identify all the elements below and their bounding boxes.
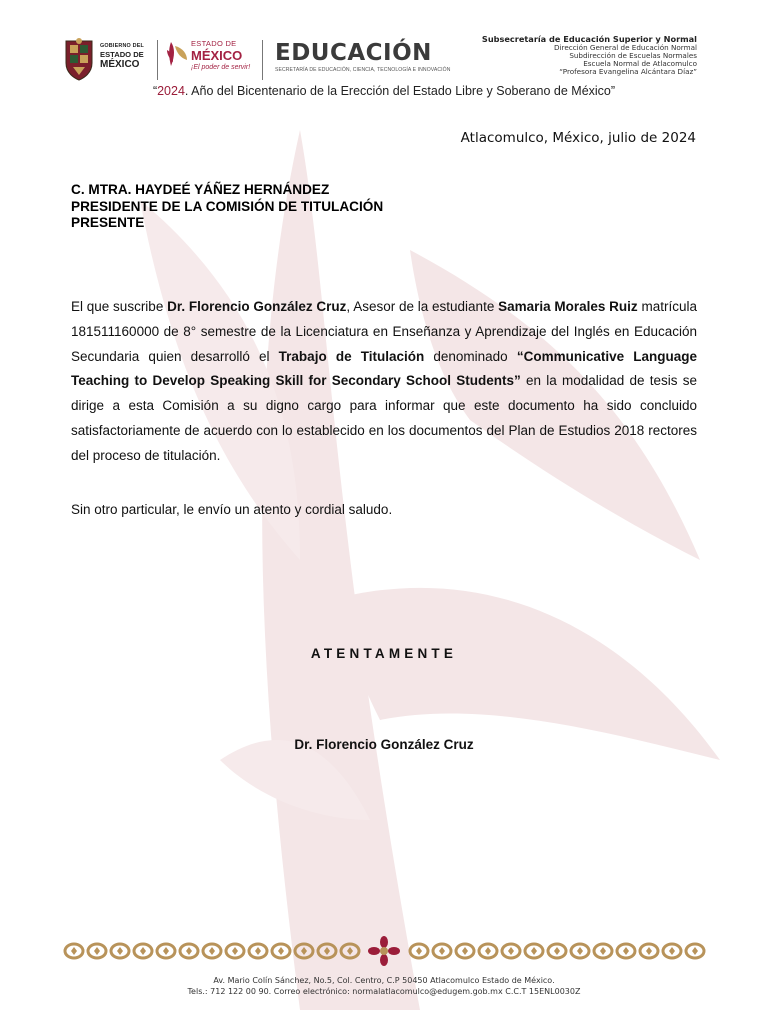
- ornament-motif: [203, 944, 221, 958]
- ornament-motif: [295, 944, 313, 958]
- motto-year: 2024: [157, 84, 185, 98]
- body-segment: matrícula 181511160000 de 8° semestre de la Licenciatura en Enseñanza y Aprendizaje del Inglés en Educación Secundaria quien desarrolló el: [71, 299, 697, 364]
- student-name: Samaria Morales Ruiz: [498, 299, 638, 314]
- logo-divider: [262, 40, 263, 80]
- logo-divider: [157, 40, 158, 80]
- ornament-motif: [88, 944, 106, 958]
- ornament-motif: [249, 944, 267, 958]
- addressee-presente: PRESENTE: [71, 215, 145, 230]
- ornament-motif: [525, 944, 543, 958]
- ornament-motif: [65, 944, 83, 958]
- ornament-center-flower: [368, 936, 400, 966]
- addressee-block: [71, 182, 383, 232]
- body-segment: en la modalidad de tesis se dirige a esta Comisión a su digno cargo para informar que este documento ha sido concluido satisfactoriamente de acuerdo con lo establecido en los documentos del Plan de Estudios 2018 rectores del proceso de titulación.: [71, 373, 697, 463]
- ornament-motif: [226, 944, 244, 958]
- ornament-motif: [502, 944, 520, 958]
- estado-logo-line1: ESTADO DE: [191, 39, 237, 48]
- ornament-motif: [410, 944, 428, 958]
- ornament-motif: [272, 944, 290, 958]
- advisor-name: Dr. Florencio González Cruz: [167, 299, 347, 314]
- year-motto: [0, 84, 768, 98]
- closing-line: Sin otro particular, le envío un atento y cordial saludo.: [71, 502, 393, 517]
- ornament-motif: [456, 944, 474, 958]
- ornament-motif: [433, 944, 451, 958]
- footer-address-line: Av. Mario Colín Sánchez, No.5, Col. Centro, C.P 50450 Atlacomulco Estado de México.: [213, 976, 555, 985]
- ornament-motif: [663, 944, 681, 958]
- ornament-motif: [594, 944, 612, 958]
- addressee-name: C. MTRA. HAYDEÉ YÁÑEZ HERNÁNDEZ: [71, 182, 330, 197]
- educacion-logo: [275, 40, 495, 80]
- educacion-title: EDUCACIÓN: [275, 40, 432, 66]
- atentamente-heading: ATENTAMENTE: [310, 646, 458, 661]
- ornament-motif: [640, 944, 658, 958]
- estado-logo-line2: MÉXICO: [191, 47, 243, 63]
- ornament-motif: [111, 944, 129, 958]
- ornament-motif: [479, 944, 497, 958]
- department-block: [482, 35, 697, 76]
- body-segment: denominado: [424, 348, 517, 364]
- estado-logo-tagline: ¡El poder de servir!: [191, 63, 251, 71]
- body-segment: , Asesor de la estudiante: [346, 299, 499, 314]
- thesis-title: “Communicative Language Teaching to Develop Speaking Skill for Secondary School Students”: [71, 348, 697, 389]
- ornament-motif: [548, 944, 566, 958]
- department-line: Subdirección de Escuelas Normales: [569, 50, 697, 60]
- estado-de-mexico-logo: [165, 38, 255, 78]
- ornament-motif: [617, 944, 635, 958]
- coat-of-arms-icon: [62, 37, 96, 81]
- body-segment: El que suscribe: [71, 299, 168, 314]
- educacion-subtitle: SECRETARÍA DE EDUCACIÓN, CIENCIA, TECNOLOGÍA E INNOVACIÓN: [275, 67, 451, 73]
- footer-contact-line: Tels.: 712 122 00 90. Correo electrónico: normalatlacomulco@edugem.gob.mx C.C.T 15ENL0030Z: [187, 986, 581, 996]
- ornament-motif: [180, 944, 198, 958]
- ornament-motif: [318, 944, 336, 958]
- estado-emblem-icon: [165, 40, 189, 70]
- ornament-motif: [571, 944, 589, 958]
- ornament-motif: [157, 944, 175, 958]
- gov-logo-line1: GOBIERNO DEL: [100, 43, 145, 49]
- department-line: Subsecretaría de Educación Superior y Normal: [481, 34, 697, 44]
- department-line: Dirección General de Educación Normal: [554, 43, 697, 53]
- ornament-motif: [134, 944, 152, 958]
- ornament-motif: [686, 944, 704, 958]
- department-line: “Profesora Evangelina Alcántara Díaz”: [559, 66, 697, 76]
- addressee-position: PRESIDENTE DE LA COMISIÓN DE TITULACIÓN: [71, 198, 384, 214]
- gobierno-edomex-logo: [62, 37, 154, 83]
- department-line: Escuela Normal de Atlacomulco: [583, 58, 697, 68]
- signature-name: Dr. Florencio González Cruz: [294, 737, 474, 752]
- work-type: Trabajo de Titulación: [278, 348, 425, 364]
- body-paragraph: [71, 295, 697, 469]
- gov-logo-line2: ESTADO DE: [100, 50, 144, 60]
- motto-open-quote: “: [152, 84, 158, 98]
- motto-text: . Año del Bicentenario de la Erección del Estado Libre y Soberano de México”: [184, 84, 616, 98]
- ornament-motif: [341, 944, 359, 958]
- gov-logo-line3: MÉXICO: [100, 59, 140, 70]
- place-date: Atlacomulco, México, julio de 2024: [460, 130, 696, 146]
- ornamental-border-icon: [62, 934, 706, 968]
- footer-address: [0, 976, 768, 997]
